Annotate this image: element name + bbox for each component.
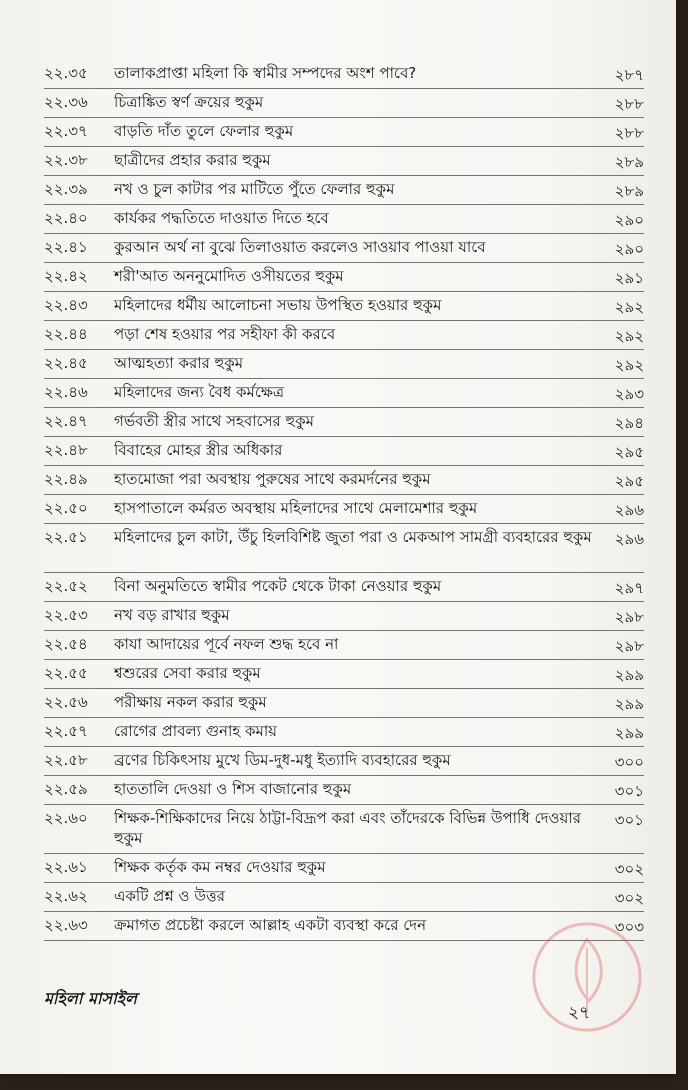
toc-entry-page: ২৮৯ [614, 182, 644, 200]
toc-row [44, 747, 644, 776]
toc-entry-page: ২৯৯ [614, 695, 644, 713]
toc-entry-number: ২২.৫৬ [44, 693, 88, 711]
toc-row [44, 350, 644, 379]
toc-row [44, 883, 644, 912]
toc-entry-page: ২৮৮ [614, 124, 644, 142]
toc-entry-number: ২২.৫৯ [44, 780, 88, 798]
toc-entry-page: ২৯৬ [614, 501, 644, 519]
toc-row [44, 466, 644, 495]
toc-entry-title: বিনা অনুমতিতে স্বামীর পকেট থেকে টাকা নেওয়ার হুকুম [114, 577, 442, 595]
toc-entry-page: ৩০১ [614, 811, 644, 829]
toc-row [44, 660, 644, 689]
toc-row [44, 379, 644, 408]
toc-entry-number: ২২.৪৮ [44, 441, 88, 459]
toc-entry-number: ২২.৬২ [44, 887, 88, 905]
toc-row [44, 573, 644, 602]
toc-entry-page: ২৯৬ [614, 530, 644, 548]
toc-entry-number: ২২.৪২ [44, 267, 88, 285]
toc-entry-number: ২২.৪৪ [44, 325, 88, 343]
toc-entry-page: ২৮৮ [614, 95, 644, 113]
toc-entry-number: ২২.৩৬ [44, 93, 88, 111]
toc-entry-title: হাতমোজা পরা অবস্থায় পুরুষের সাথে করমর্দনের হুকুম [114, 470, 431, 488]
toc-row [44, 118, 644, 147]
toc-entry-number: ২২.৪৬ [44, 383, 88, 401]
toc-entry-number: ২২.৪৫ [44, 354, 88, 372]
toc-entry-page: ২৯৮ [614, 608, 644, 626]
toc-entry-page: ২৯০ [614, 240, 644, 258]
toc-entry-page: ২৯৯ [614, 724, 644, 742]
toc-row [44, 60, 644, 89]
toc-row [44, 263, 644, 292]
toc-row [44, 602, 644, 631]
toc-entry-title: শ্বশুরের সেবা করার হুকুম [114, 664, 261, 682]
toc-entry-number: ২২.৩৯ [44, 180, 88, 198]
toc-row [44, 176, 644, 205]
footer-book-title: মহিলা মাসাইল [44, 989, 137, 1008]
toc-entry-number: ২২.৫১ [44, 528, 88, 546]
toc-row [44, 437, 644, 466]
toc-entry-number: ২২.৪৩ [44, 296, 88, 314]
toc-entry-page: ৩০১ [614, 782, 644, 800]
toc-entry-title: কার্যকর পদ্ধতিতে দাওয়াত দিতে হবে [114, 209, 329, 227]
toc-entry-title: বিবাহের মোহর স্ত্রীর অধিকার [114, 441, 283, 459]
toc-entry-page: ৩০০ [614, 753, 644, 771]
toc-row [44, 854, 644, 883]
toc-row [44, 147, 644, 176]
toc-entry-number: ২২.৬১ [44, 858, 88, 876]
toc-entry-number: ২২.৪৯ [44, 470, 88, 488]
toc-entry-title: মহিলাদের চুল কাটা, উঁচু হিলবিশিষ্ট জুতা পরা ও মেকআপ সামগ্রী ব্যবহারের হুকুম [114, 528, 592, 546]
toc-entry-number: ২২.৫৪ [44, 635, 88, 653]
toc-entry-page: ২৯৭ [614, 579, 644, 597]
toc-entry-title: ক্রমাগত প্রচেষ্টা করলে আল্লাহ একটা ব্যবস্থা করে দেন [114, 916, 427, 934]
toc-entry-title: মহিলাদের জন্য বৈধ কর্মক্ষেত্র [114, 383, 285, 401]
toc-entry-number: ২২.৫০ [44, 499, 88, 517]
toc-entry-page: ২৮৯ [614, 153, 644, 171]
toc-entry-number: ২২.৩৭ [44, 122, 88, 140]
toc-row [44, 292, 644, 321]
toc-row [44, 689, 644, 718]
toc-entry-title: শরী'আত অননুমোদিত ওসীয়তের হুকুম [114, 267, 344, 285]
toc-entry-number: ২২.৫৮ [44, 751, 88, 769]
toc-entry-title: তালাকপ্রাপ্তা মহিলা কি স্বামীর সম্পদের অংশ পাবে? [114, 64, 417, 82]
toc-row [44, 408, 644, 437]
toc-entry-number: ২২.৪০ [44, 209, 88, 227]
toc-entry-title: কাযা আদায়ের পূর্বে নফল শুদ্ধ হবে না [114, 635, 339, 653]
toc-entry-page: ২৯২ [614, 327, 644, 345]
toc-row [44, 495, 644, 524]
toc-entry-number: ২২.৫২ [44, 577, 88, 595]
toc-entry-number: ২২.৬০ [44, 809, 88, 827]
toc-row [44, 524, 644, 573]
toc-entry-title: নখ বড় রাখার হুকুম [114, 606, 230, 624]
toc-entry-title: হাসপাতালে কর্মরত অবস্থায় মহিলাদের সাথে মেলামেশার হুকুম [114, 499, 478, 517]
toc-entry-page: ৩০৩ [614, 918, 644, 936]
publisher-logo-watermark [528, 918, 646, 1036]
toc-entry-page: ২৯৪ [614, 414, 644, 432]
toc-entry-title: রোগের প্রাবল্য গুনাহ কমায় [114, 722, 278, 740]
toc-row [44, 89, 644, 118]
toc-entry-page: ২৯২ [614, 298, 644, 316]
toc-entry-number: ২২.৩৮ [44, 151, 88, 169]
toc-entry-page: ২৯৫ [614, 443, 644, 461]
toc-entry-title: গর্ভবতী স্ত্রীর সাথে সহবাসের হুকুম [114, 412, 314, 430]
toc-entry-number: ২২.৩৫ [44, 64, 88, 82]
toc-entry-page: ২৯২ [614, 356, 644, 374]
toc-row [44, 776, 644, 805]
toc-entry-page: ২৯৫ [614, 472, 644, 490]
toc-row [44, 631, 644, 660]
toc-entry-number: ২২.৪১ [44, 238, 88, 256]
toc-entry-title: চিত্রাঙ্কিত স্বর্ণ ক্রয়ের হুকুম [114, 93, 264, 111]
toc-entry-title: ছাত্রীদের প্রহার করার হুকুম [114, 151, 271, 169]
toc-entry-page: ২৯০ [614, 211, 644, 229]
toc-entry-title: একটি প্রশ্ন ও উত্তর [114, 887, 226, 905]
table-of-contents [44, 60, 644, 941]
toc-entry-title: নখ ও চুল কাটার পর মাটিতে পুঁতে ফেলার হুকুম [114, 180, 395, 198]
toc-entry-number: ২২.৪৭ [44, 412, 88, 430]
toc-entry-page: ৩০২ [614, 889, 644, 907]
toc-entry-title: বাড়তি দাঁত তুলে ফেলার হুকুম [114, 122, 294, 140]
toc-entry-title: শিক্ষক কর্তৃক কম নম্বর দেওয়ার হুকুম [114, 858, 326, 876]
toc-row [44, 805, 644, 854]
toc-row [44, 321, 644, 350]
toc-entry-title: হাততালি দেওয়া ও শিস বাজানোর হুকুম [114, 780, 352, 798]
toc-entry-title: কুরআন অর্থ না বুঝে তিলাওয়াত করলেও সাওয়াব পাওয়া যাবে [114, 238, 486, 256]
toc-entry-page: ২৮৭ [614, 66, 644, 84]
toc-entry-page: ৩০২ [614, 860, 644, 878]
toc-entry-page: ২৯৮ [614, 637, 644, 655]
toc-entry-title: ব্রণের চিকিৎসায় মুখে ডিম-দুধ-মধু ইত্যাদি ব্যবহারের হুকুম [114, 751, 451, 769]
toc-row [44, 234, 644, 263]
toc-entry-title: পড়া শেষ হওয়ার পর সহীফা কী করবে [114, 325, 336, 343]
toc-entry-number: ২২.৬৩ [44, 916, 88, 934]
toc-row [44, 718, 644, 747]
toc-entry-title: শিক্ষক-শিক্ষিকাদের নিয়ে ঠাট্টা-বিদ্রূপ করা এবং তাঁদেরকে বিভিন্ন উপাধি দেওয়ার হুকুম [114, 809, 581, 847]
toc-entry-page: ২৯১ [614, 269, 644, 287]
toc-entry-page: ২৯৩ [614, 385, 644, 403]
toc-entry-number: ২২.৫৩ [44, 606, 88, 624]
toc-row [44, 205, 644, 234]
footer-page-number: ২৭ [568, 1003, 591, 1023]
toc-entry-title: আত্মহত্যা করার হুকুম [114, 354, 244, 372]
toc-entry-title: মহিলাদের ধর্মীয় আলোচনা সভায় উপস্থিত হওয়ার হুকুম [114, 296, 442, 314]
toc-entry-number: ২২.৫৭ [44, 722, 88, 740]
toc-entry-title: পরীক্ষায় নকল করার হুকুম [114, 693, 267, 711]
toc-entry-number: ২২.৫৫ [44, 664, 88, 682]
toc-entry-page: ২৯৯ [614, 666, 644, 684]
